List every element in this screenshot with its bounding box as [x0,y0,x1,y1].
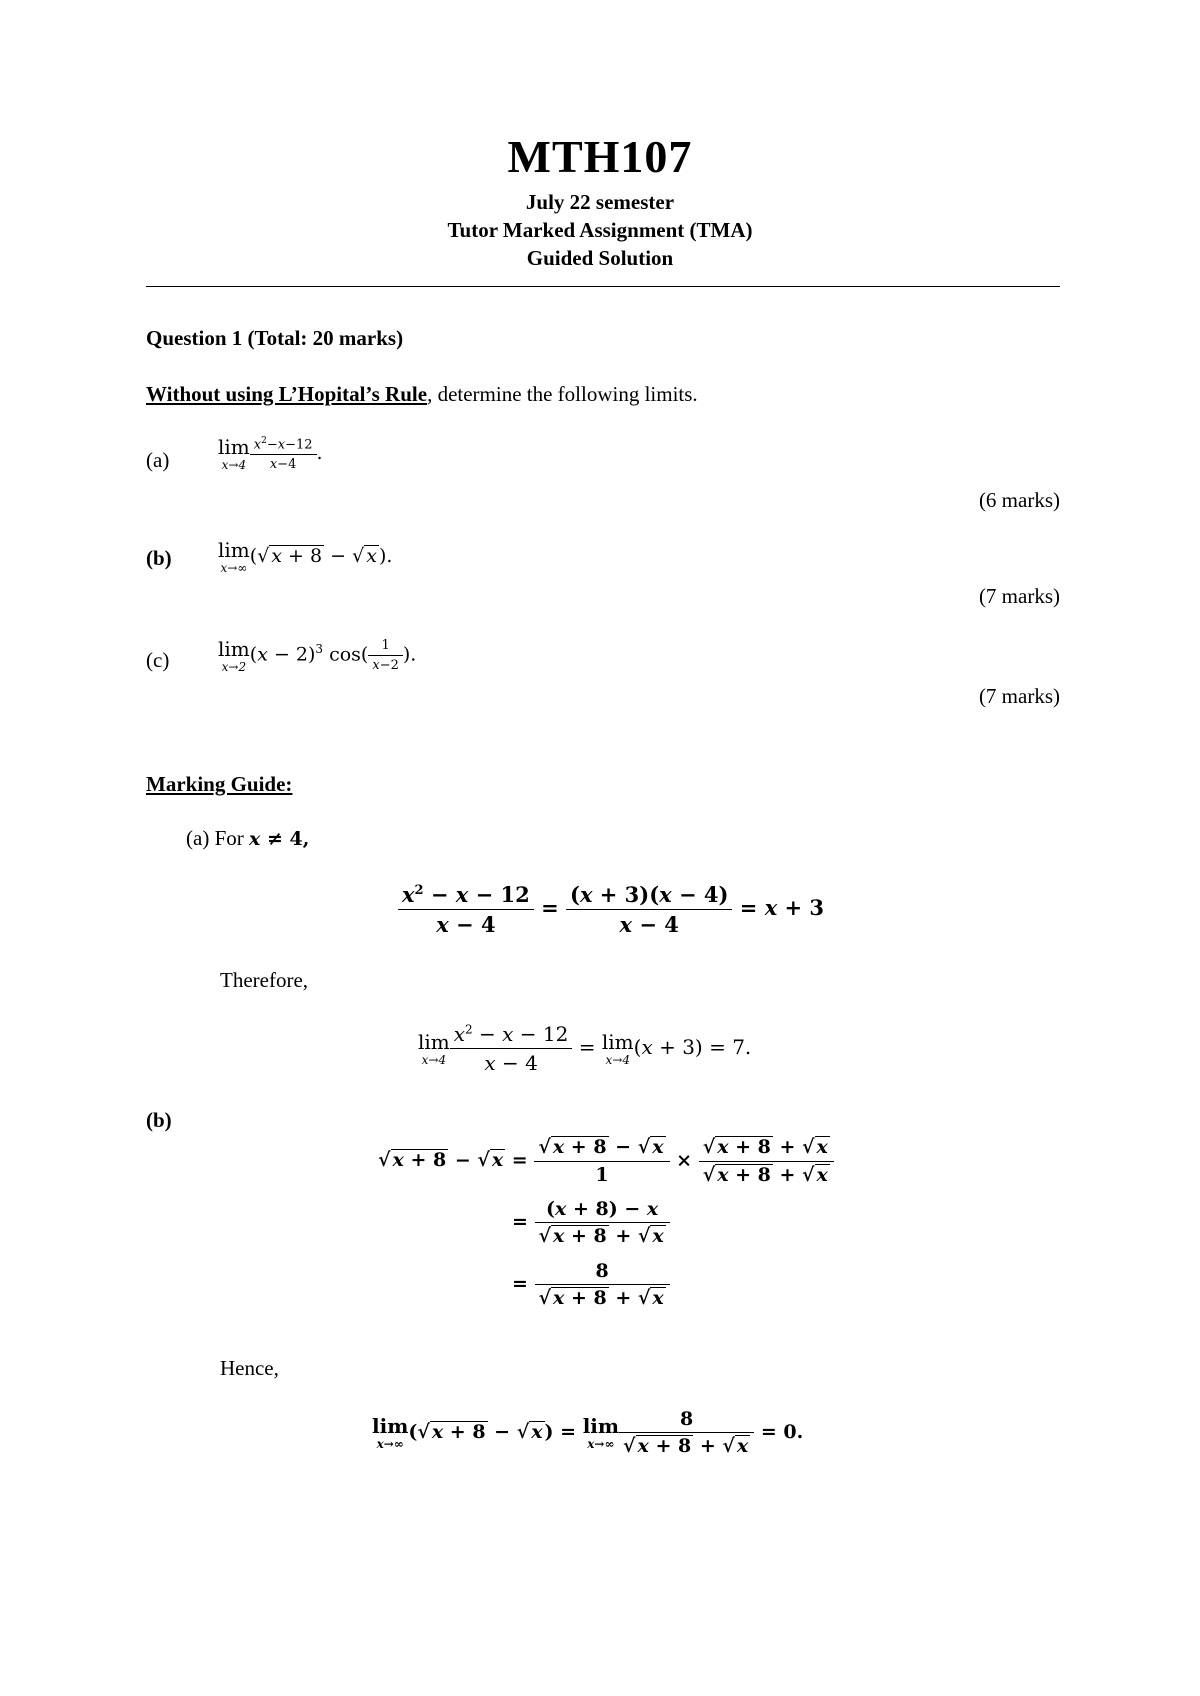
instruction-text: , determine the following limits. [427,382,698,406]
marking-guide-heading: Marking Guide: [146,772,293,796]
part-c-label: (c) [146,648,170,672]
guide-b-step3: = $\frac{8}{√ x + 8 + √ x}$ [512,1260,670,1310]
part-b-expression: lim x→∞ (√ x + 8 − √ x ). [218,538,393,575]
guide-b-limit: lim x→∞ (√ x + 8 − √ x ) = lim x→∞ $\frac{8}{√ x + 8 + √ x}$ = 0. [372,1408,804,1457]
guide-b-step1: √ x + 8 − √ x = $\frac{√ x + 8 - √ x}{1}$ × $\frac{√ x + 8 + √ x}{√ x + 8 + √ x}$ [378,1136,834,1187]
part-c-marks: (7 marks) [978,684,1060,708]
guide-a-factorization: $\frac{x^2 - x - 12}{x - 4}$ = $\frac{(x + 3)(x - 4)}{x - 4}$ = x + 3 [398,882,824,937]
part-a-label: (a) [146,448,170,472]
guide-hence: Hence, [220,1356,279,1380]
guide-therefore: Therefore, [220,968,309,992]
instruction-emphasis: Without using L’Hopital’s Rule [146,382,428,406]
question-instruction [146,382,698,407]
part-a-marks: (6 marks) [978,488,1060,512]
guide-a-label: (a) [186,826,210,850]
guide-a-limit: lim x→4 $\frac{x^2 - x - 12}{x - 4}$ = lim x→4 (x + 3) = 7. [418,1022,752,1075]
doc-type-line: Guided Solution [526,246,674,270]
part-c-expression: lim x→2 $(x - 2)^3$ cos( $\frac{1}{x-2}$ ). [218,636,417,674]
semester-line: July 22 semester [525,190,675,214]
guide-a-for: For [214,826,244,850]
part-b-label: (b) [146,546,172,570]
guide-a-condition: x ≠ 4, [249,828,310,850]
header-divider [146,286,1060,287]
assignment-line: Tutor Marked Assignment (TMA) [447,218,753,242]
guide-b-step2: = $\frac{(x + 8) - x}{√ x + 8 + √ x}$ [512,1198,670,1248]
guide-b-label: (b) [146,1108,172,1132]
question-title: Question 1 (Total: 20 marks) [146,326,404,350]
part-a-expression: lim x→4 $\frac{x^2-x-12}{x-4}$ . [218,435,323,473]
part-b-marks: (7 marks) [978,584,1060,608]
document-title: MTH107 [507,131,693,182]
guide-a-intro [186,826,309,851]
